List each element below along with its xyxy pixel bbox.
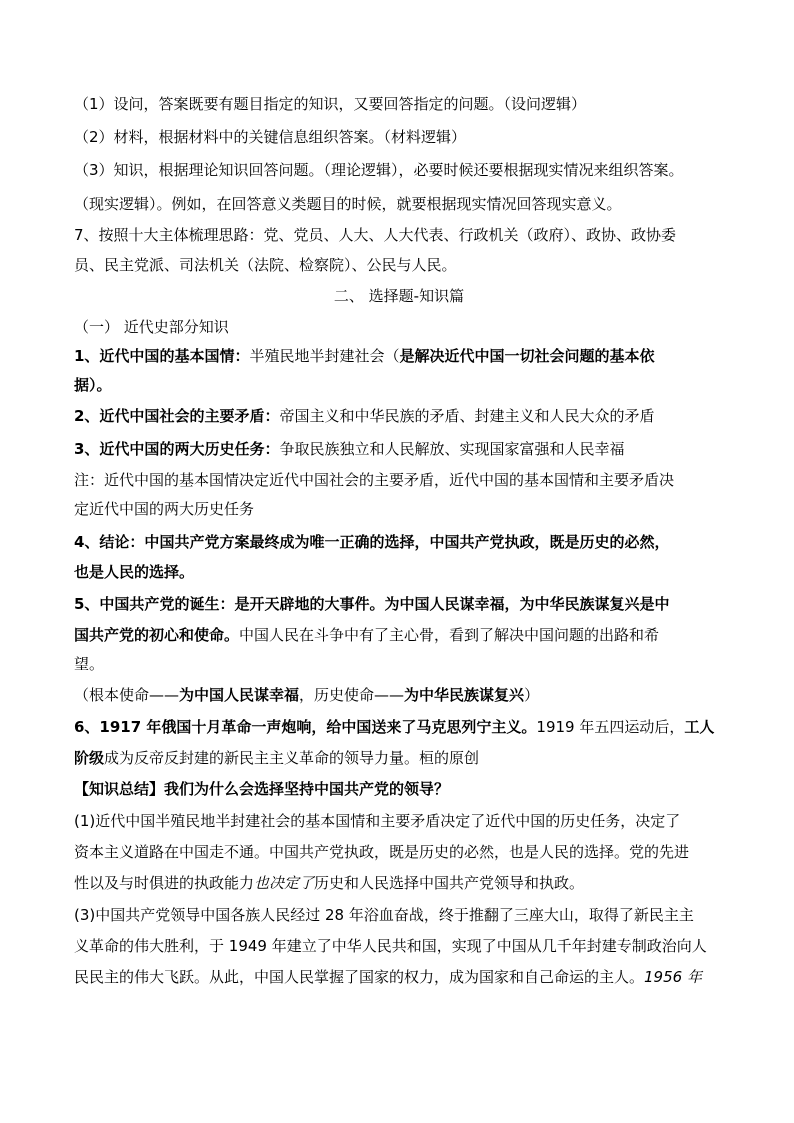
- text-line: 也是人民的选择。: [74, 563, 195, 581]
- text-line: [74, 625, 659, 645]
- point-label: 3、近代中国的两大历史任务：: [74, 440, 280, 458]
- note-line: 定近代中国的两大历史任务: [74, 500, 255, 518]
- note-line: 注：近代中国的基本国情决定近代中国社会的主要矛盾，近代中国的基本国情和主要矛盾决: [74, 471, 675, 489]
- point-1: [74, 346, 654, 366]
- subsection-heading: （一） 近代史部分知识: [74, 318, 229, 336]
- italic-text: 1956 年: [644, 968, 702, 986]
- summary-line: 义革命的伟大胜利，于 1949 年建立了中华人民共和国，实现了中国从几千年封建专制政治向人: [74, 937, 707, 955]
- text: ，历史使命——: [299, 686, 405, 704]
- point-5: 5、中国共产党的诞生：是开天辟地的大事件。为中国人民谋幸福，为中华民族谋复兴是中: [74, 595, 670, 613]
- point-2: [74, 406, 654, 426]
- text-line: （现实逻辑）。例如，在回答意义类题目的时候，就要根据现实情况回答现实意义。: [74, 195, 622, 213]
- text: ）: [524, 686, 540, 704]
- point-4: 4、结论：中国共产党方案最终成为唯一正确的选择，中国共产党执政，既是历史的必然，: [74, 533, 670, 551]
- point-text: 中国人民在斗争中有了主心骨，看到了解决中国问题的出路和希: [239, 626, 660, 644]
- text-line: 7、按照十大主体梳理思路：党、党员、人大、人大代表、行政机关（政府）、政协、政协委: [74, 226, 677, 244]
- text-line: （2）材料，根据材料中的关键信息组织答案。（材料逻辑）: [74, 128, 467, 146]
- mission-line: [74, 685, 539, 705]
- text-line: （3）知识，根据理论知识回答问题。（理论逻辑），必要时候还要根据现实情况来组织答案。: [74, 161, 684, 179]
- text: 性以及与时俱进的执政能力: [74, 874, 255, 892]
- point-3: [74, 439, 624, 459]
- point-emphasis: 6、1917 年俄国十月革命一声炮响，给中国送来了马克思列宁主义。: [74, 718, 537, 736]
- section-heading: 二、 选择题-知识篇: [333, 287, 465, 305]
- point-emphasis: 阶级: [74, 749, 105, 767]
- text: 历史和人民选择中国共产党领导和执政。: [314, 874, 585, 892]
- summary-line: [74, 873, 584, 893]
- point-text: 半殖民地半封建社会（: [249, 347, 400, 365]
- text-line: （1）设问，答案既要有题目指定的知识，又要回答指定的问题。（设问逻辑）: [74, 95, 587, 113]
- italic-text: 也决定了: [254, 874, 315, 892]
- point-text: 成为反帝反封建的新民主主义革命的领导力量。桓的原创: [104, 749, 480, 767]
- point-text: 1919 年五四运动后，: [536, 718, 685, 736]
- point-emphasis: 是解决近代中国一切社会问题的基本依: [399, 347, 655, 365]
- summary-line: [74, 967, 702, 987]
- point-text: 帝国主义和中华民族的矛盾、封建主义和人民大众的矛盾: [279, 407, 655, 425]
- emphasis: 为中华民族谋复兴: [404, 686, 525, 704]
- text-line: [74, 748, 479, 768]
- emphasis: 为中国人民谋幸福: [179, 686, 300, 704]
- point-label: 1、近代中国的基本国情：: [74, 347, 250, 365]
- summary-heading: 【知识总结】我们为什么会选择坚持中国共产党的领导？: [74, 780, 450, 798]
- text-line: 望。: [74, 655, 105, 673]
- summary-line: (3)中国共产党领导中国各族人民经过 28 年浴血奋战，终于推翻了三座大山，取得了新民主主: [74, 906, 694, 924]
- point-text: 争取民族独立和人民解放、实现国家富强和人民幸福: [279, 440, 625, 458]
- point-emphasis: 工人: [684, 718, 715, 736]
- summary-line: 资本主义道路在中国走不通。中国共产党执政，既是历史的必然，也是人民的选择。党的先进: [74, 843, 690, 861]
- text: 民民主的伟大飞跃。从此，中国人民掌握了国家的权力，成为国家和自己命运的主人。: [74, 968, 645, 986]
- text-line: 据）。: [74, 376, 112, 394]
- point-6: [74, 717, 714, 737]
- point-label: 2、近代中国社会的主要矛盾：: [74, 407, 280, 425]
- text-line: 员、民主党派、司法机关（法院、检察院）、公民与人民。: [74, 256, 457, 274]
- text: （根本使命——: [74, 686, 180, 704]
- point-emphasis: 国共产党的初心和使命。: [74, 626, 240, 644]
- summary-line: (1)近代中国半殖民地半封建社会的基本国情和主要矛盾决定了近代中国的历史任务，决定了: [74, 812, 681, 830]
